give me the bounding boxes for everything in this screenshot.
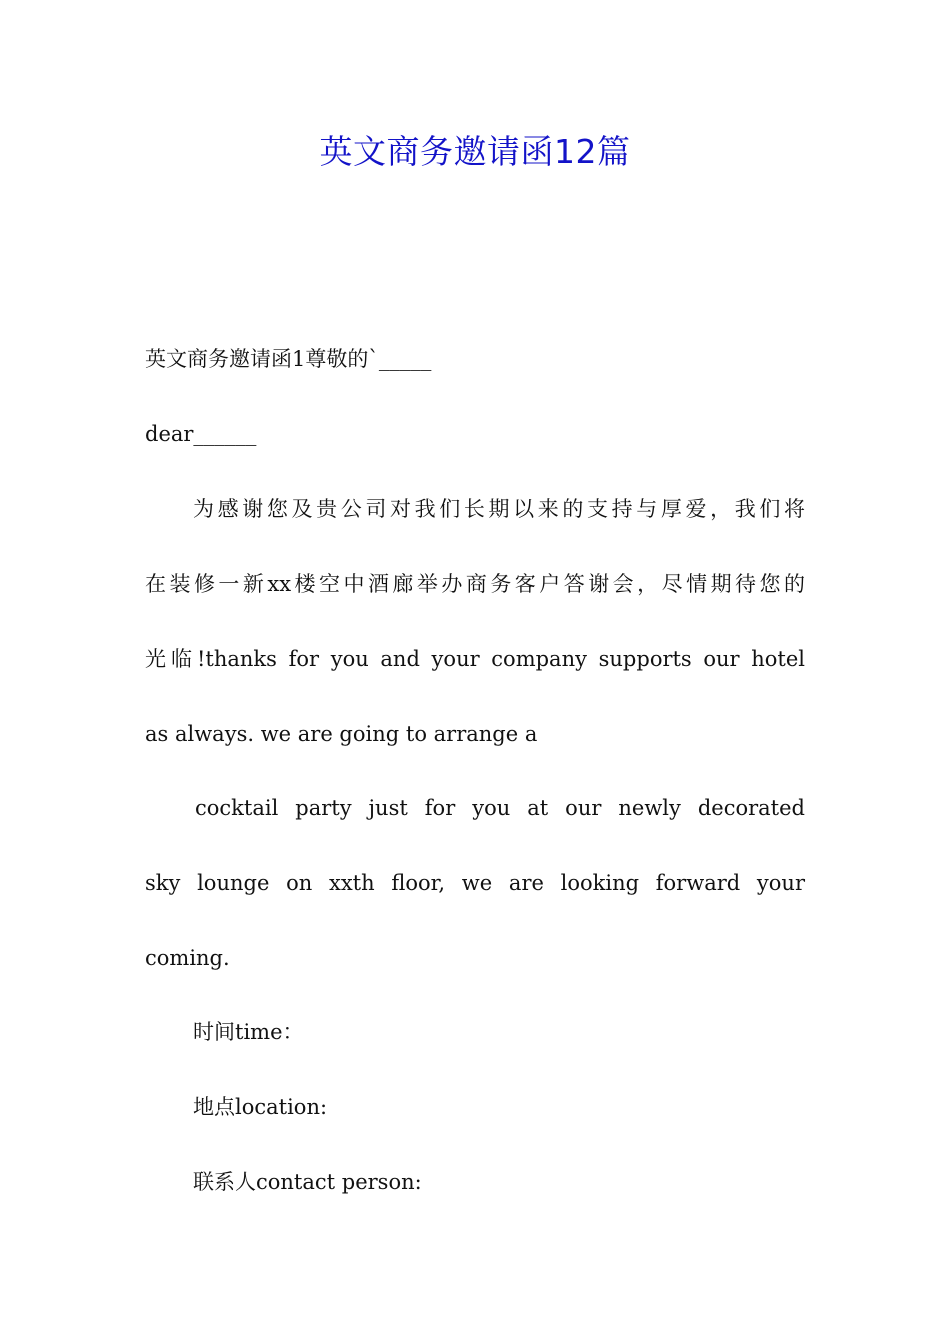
contact-field-label: 联系人contact person: — [193, 1170, 422, 1194]
body-line-6: sky lounge on xxth floor, we are looking forward your — [145, 871, 805, 895]
body-line-7: coming. — [145, 946, 230, 970]
body-line-4: as always. we are going to arrange a — [145, 722, 538, 746]
body-line-1: 为感谢您及贵公司对我们长期以来的支持与厚爱，我们将 — [193, 497, 805, 521]
document-title: 英文商务邀请函12篇 — [319, 132, 631, 171]
location-field-label: 地点location: — [193, 1095, 328, 1119]
body-line-5: cocktail party just for you at our newly decorated — [195, 796, 805, 820]
body-line-3: 光临!thanks for you and your company supports our hotel — [145, 647, 805, 671]
time-field-label: 时间time： — [193, 1020, 304, 1044]
greeting-line: 英文商务邀请函1尊敬的`_____ — [145, 347, 432, 371]
dear-line: dear______ — [145, 422, 257, 446]
body-line-2: 在装修一新xx楼空中酒廊举办商务客户答谢会，尽情期待您的 — [145, 572, 805, 596]
